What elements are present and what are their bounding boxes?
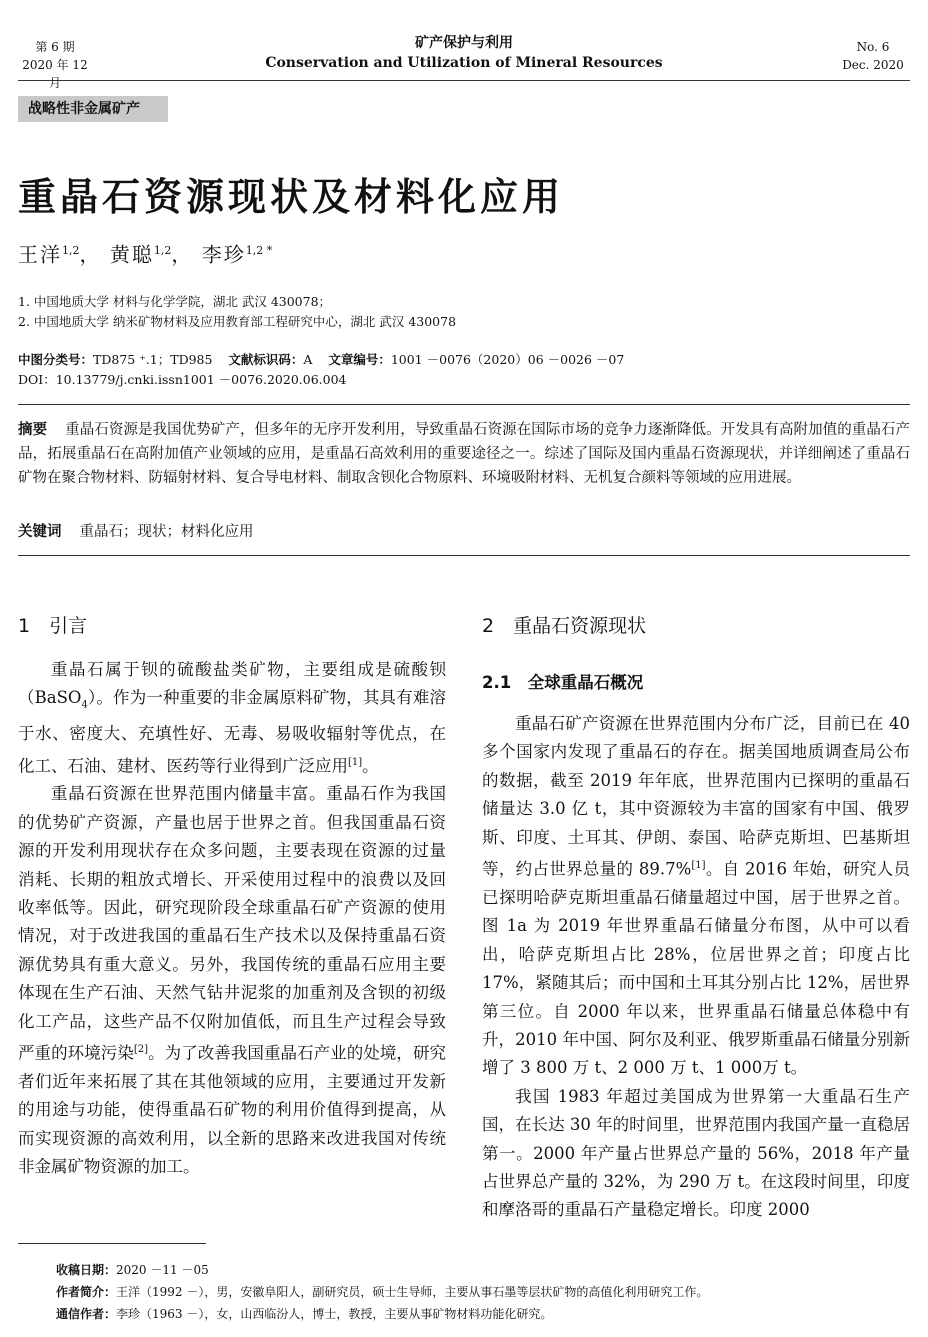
- abstract: [18, 418, 910, 490]
- paragraph-text: 。为了改善我国重晶石产业的处境，研究者们近年来拓展了其在其他领域的应用，主要通过开发新的用途与功能，使得重晶石矿物的利用价值得到提高，从而实现资源的高效利用，以全新的思路来改进我国对传统非金属矿物资源的加工。: [18, 1043, 447, 1177]
- paragraph: [18, 656, 446, 780]
- doc-code-label: 文献标识码：: [228, 352, 304, 367]
- author-bio-label: 作者简介：: [56, 1285, 117, 1299]
- issue-number-cn: 第 6 期: [35, 40, 75, 54]
- header-issue-en: [838, 38, 908, 74]
- paragraph-text: 重晶石资源在世界范围内储量丰富。重晶石作为我国的优势矿产资源，产量也居于世界之首。但我国重晶石资源的开发利用现状存在众多问题，主要表现在资源的过量消耗、长期的粗放式增长、开采使用过程中的浪费以及回收率低等。因此，研究现阶段全球重晶石矿产资源的使用情况，对于改进我国的重晶石生产技术以及保持重晶石资源优势具有重大意义。另外，我国传统的重晶石应用主要体现在生产石油、天然气钻井泥浆的加重剂及含钡的初级化工产品，这些产品不仅附加值低，而且生产过程会导致严重的环境污染: [18, 784, 446, 1063]
- article-number-value: 1001 －0076（2020）06 －0026 －07: [390, 352, 625, 367]
- journal-name-cn: 矿产保护与利用: [415, 35, 513, 51]
- abstract-bottom-rule: [18, 555, 910, 556]
- author-name: 黄聪: [109, 242, 154, 267]
- clc-value: TD875 ⁺.1；TD985: [93, 352, 213, 367]
- corresponding-label: 通信作者：: [56, 1307, 117, 1321]
- section-tag: 战略性非金属矿产: [18, 96, 168, 122]
- paragraph-text: ）。作为一种重要的非金属原料矿物，其具有难溶于水、密度大、充填性好、无毒、易吸收辐射等优点，在化工、石油、建材、医药等行业得到广泛应用: [18, 688, 447, 776]
- received-value: 2020 －11 －05: [116, 1263, 209, 1277]
- journal-name: [0, 33, 928, 73]
- subsection-2-1-heading: 2.1 全球重晶石概况: [482, 673, 644, 692]
- author-name: 王洋: [18, 242, 62, 267]
- header-divider: [18, 80, 910, 81]
- author-separator: ，: [79, 242, 102, 267]
- corresponding-value: 李珍（1963 －），女，山西临汾人，博士，教授，主要从事矿物材料功能化研究。: [116, 1307, 553, 1321]
- keywords-label: 关键词: [18, 524, 62, 540]
- left-column: [18, 656, 446, 1182]
- author-separator: ，: [171, 242, 194, 267]
- subscript: 4: [81, 699, 88, 711]
- doc-code-value: A: [303, 352, 313, 367]
- author-name: 李珍: [201, 242, 246, 267]
- affiliation-2: 2. 中国地质大学 纳米矿物材料及应用教育部工程研究中心，湖北 武汉 430078: [18, 314, 457, 329]
- author-affiliation-mark: 1,2 *: [245, 244, 273, 257]
- received-label: 收稿日期：: [56, 1263, 117, 1277]
- issue-date-en: Dec. 2020: [842, 58, 904, 72]
- keywords-text: 重晶石；现状；材料化应用: [79, 524, 254, 540]
- journal-name-en: Conservation and Utilization of Mineral Resources: [265, 55, 663, 71]
- received-date: [56, 1261, 209, 1280]
- issue-date-cn: 2020 年 12 月: [22, 58, 88, 90]
- paragraph-text: 重晶石属于钡的硫酸盐类矿物，主要组成是硫酸钡（BaSO: [18, 660, 446, 708]
- citation: [1]: [691, 860, 706, 872]
- doi: DOI：10.13779/j.cnki.issn1001 －0076.2020.06.004: [18, 372, 347, 387]
- classification-line: [18, 350, 624, 370]
- citation: [1]: [348, 756, 363, 768]
- issue-number-en: No. 6: [856, 40, 890, 54]
- paragraph: [482, 1083, 910, 1225]
- section-1-heading: 1 引言: [18, 615, 88, 637]
- author-list: [18, 236, 272, 270]
- abstract-top-rule: [18, 404, 910, 405]
- section-2-heading: 2 重晶石资源现状: [482, 615, 647, 637]
- keywords: [18, 520, 254, 544]
- article-number-label: 文章编号：: [328, 352, 391, 367]
- abstract-text: 重晶石资源是我国优势矿产，但多年的无序开发利用，导致重晶石资源在国际市场的竞争力逐渐降低。开发具有高附加值的重晶石产品，拓展重晶石在高附加值产业领域的应用，是重晶石高效利用的重要途径之一。综述了国际及国内重晶石资源现状，并详细阐述了重晶石矿物在聚合物材料、防辐射材料、复合导电材料、制取含钡化合物原料、环境吸附材料、无机复合颜料等领域的应用进展。: [18, 422, 910, 486]
- paragraph-text: 。自 2016 年始，研究人员已探明哈萨克斯坦重晶石储量超过中国，居于世界之首。图 1a 为 2019 年世界重晶石储量分布图，从中可以看出，哈萨克斯坦占比 28%，位居世界之首；印度占比 17%，紧随其后；而中国和土耳其分别占比 12%，居世界第三位。自 2000 年以来，世界重晶石储量总体稳中有升，2010 年中国、阿尔及利亚、俄罗斯重晶石储量分别新增了 3 800 万 t、2 000 万 t、1 000万 t。: [482, 859, 910, 1078]
- clc-label: 中图分类号：: [18, 352, 94, 367]
- abstract-label: 摘要: [18, 422, 48, 438]
- footnote-rule: [18, 1243, 206, 1244]
- affiliation-1: 1. 中国地质大学 材料与化学学院，湖北 武汉 430078；: [18, 294, 332, 309]
- paragraph-text: 重晶石矿产资源在世界范围内分布广泛，目前已在 40 多个国家内发现了重晶石的存在。据美国地质调查局公布的数据，截至 2019 年年底，世界范围内已探明的重晶石储量达 3.0 亿 t，其中资源较为丰富的国家有中国、俄罗斯、印度、土耳其、伊朗、泰国、哈萨克斯坦、巴基斯坦等，约占世界总量的 89.7%: [482, 714, 910, 879]
- article-title: 重晶石资源现状及材料化应用: [18, 175, 565, 219]
- paragraph: [482, 710, 910, 1083]
- paragraph: [18, 780, 446, 1181]
- author-bio: [56, 1283, 708, 1302]
- author-affiliation-mark: 1,2: [153, 244, 172, 257]
- corresponding-author: [56, 1305, 552, 1324]
- citation: [2]: [133, 1044, 149, 1056]
- author-affiliation-mark: 1,2: [62, 244, 80, 257]
- author-bio-value: 王洋（1992 －），男，安徽阜阳人，副研究员，硕士生导师，主要从事石墨等层状矿物的高值化利用研究工作。: [116, 1285, 709, 1299]
- paragraph-text: 我国 1983 年超过美国成为世界第一大重晶石生产国，在长达 30 年的时间里，世界范围内我国产量一直稳居第一。2000 年产量占世界总产量的 56%，2018 年产量占世界总产量的 32%，为 290 万 t。在这段时间里，印度和摩洛哥的重晶石产量稳定增长。印度 2000: [482, 1086, 910, 1220]
- right-column: [482, 710, 910, 1225]
- paragraph-text: 。: [362, 756, 379, 776]
